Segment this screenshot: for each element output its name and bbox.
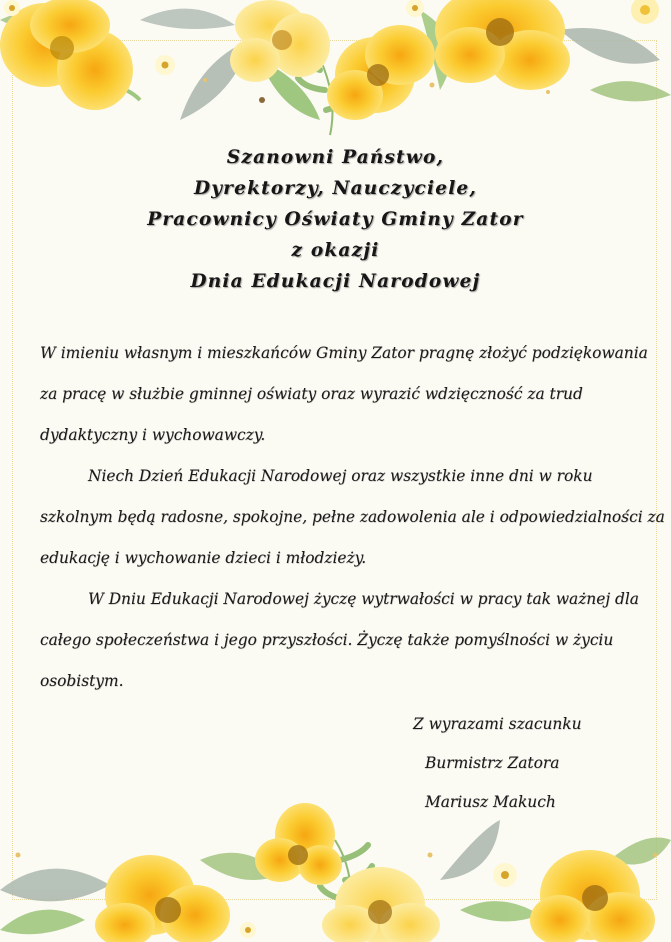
signature-title: Burmistrz Zatora: [425, 754, 560, 772]
floral-top-border-icon: [0, 0, 671, 150]
signature-closing: Z wyrazami szacunku: [413, 715, 582, 733]
heading-line-2: Dyrektorzy, Nauczyciele,: [193, 178, 478, 199]
heading-line-1: Szanowni Państwo,: [226, 147, 445, 168]
heading-line-4: z okazji: [291, 240, 380, 261]
body-line: szkolnym będą radosne, spokojne, pełne zadowolenia ale i odpowiedzialności za: [40, 508, 665, 526]
body-line: edukację i wychowanie dzieci i młodzieży.: [40, 549, 367, 567]
body-line: dydaktyczny i wychowawczy.: [40, 426, 266, 444]
body-line: całego społeczeństwa i jego przyszłości. Życzę także pomyślności w życiu: [40, 631, 614, 649]
body-line: za pracę w służbie gminnej oświaty oraz wyrazić wdzięczność za trud: [40, 385, 583, 403]
signature-name: Mariusz Makuch: [425, 793, 556, 811]
floral-bottom-border-icon: [0, 800, 671, 942]
heading-line-3: Pracownicy Oświaty Gminy Zator: [147, 209, 524, 230]
body-line: osobistym.: [40, 672, 124, 690]
body-line: W imieniu własnym i mieszkańców Gminy Zator pragnę złożyć podziękowania: [40, 344, 648, 362]
greeting-heading: [0, 142, 671, 297]
body-line: Niech Dzień Edukacji Narodowej oraz wszystkie inne dni w roku: [88, 467, 593, 485]
letter-body: [40, 335, 665, 704]
heading-line-5: Dnia Edukacji Narodowej: [190, 271, 481, 292]
body-line: W Dniu Edukacji Narodowej życzę wytrwałości w pracy tak ważnej dla: [88, 590, 639, 608]
